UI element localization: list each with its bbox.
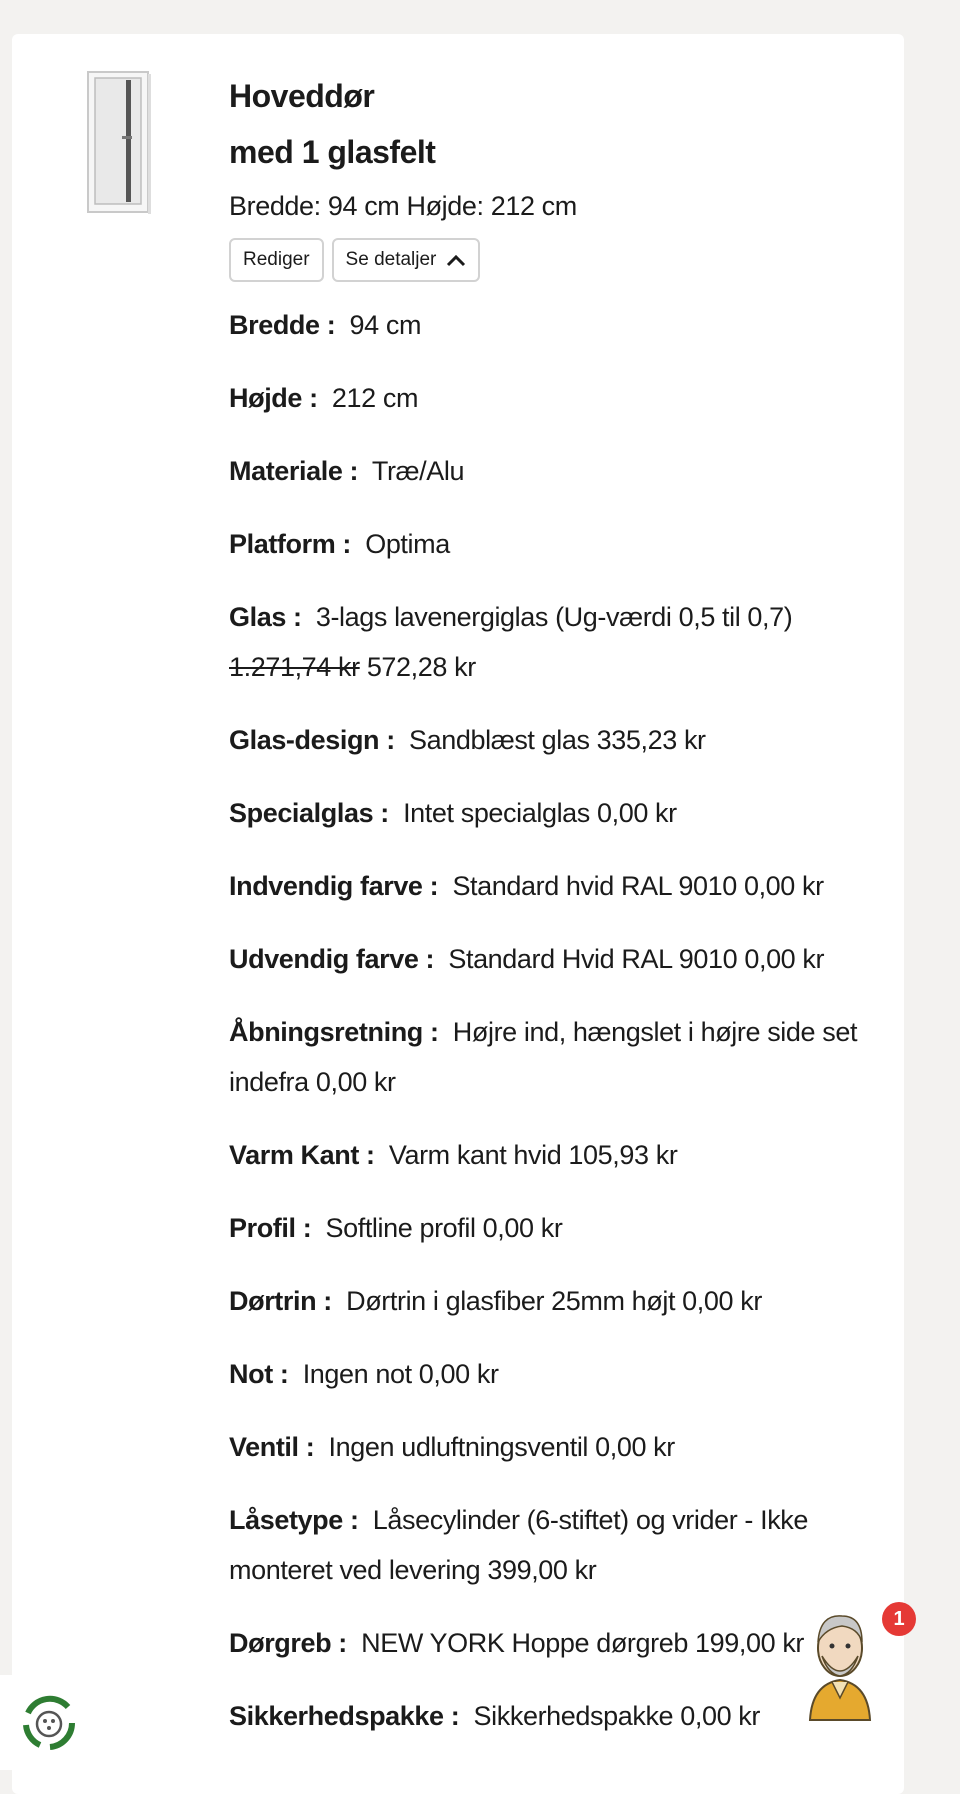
spec-value: Optima	[365, 529, 450, 559]
notification-badge[interactable]: 1	[882, 1602, 916, 1636]
spec-value: Varm kant hvid 105,93 kr	[388, 1140, 678, 1170]
product-title-line1: Hoveddør	[229, 78, 375, 114]
spec-value: NEW YORK Hoppe dørgreb 199,00 kr	[361, 1628, 805, 1658]
spec-value: Ingen udluftningsventil 0,00 kr	[328, 1432, 675, 1462]
details-button-label: Se detaljer	[345, 249, 437, 270]
spec-label: Højde :	[229, 383, 318, 413]
spec-value: Intet specialglas 0,00 kr	[403, 798, 677, 828]
spec-label: Platform :	[229, 529, 352, 559]
spec-row-lasetype	[229, 1495, 879, 1595]
spec-label: Varm Kant :	[229, 1140, 375, 1170]
spec-label: Glas :	[229, 602, 302, 632]
chevron-up-icon	[446, 253, 466, 267]
spec-row-not	[229, 1349, 879, 1399]
spec-label: Sikkerhedspakke :	[229, 1701, 460, 1731]
spec-value: Ingen not 0,00 kr	[302, 1359, 499, 1389]
spec-label: Not :	[229, 1359, 289, 1389]
eco-widget[interactable]	[0, 1675, 95, 1770]
spec-label: Materiale :	[229, 456, 359, 486]
spec-row-dorgreb	[229, 1618, 879, 1668]
door-thumbnail-icon	[86, 70, 152, 216]
spec-row-platform	[229, 519, 879, 569]
spec-row-sikkerhedspakke	[229, 1691, 879, 1741]
product-details	[229, 68, 879, 1741]
spec-value: Standard hvid RAL 9010 0,00 kr	[452, 871, 824, 901]
action-buttons	[229, 238, 879, 282]
spec-label: Dørgreb :	[229, 1628, 347, 1658]
product-dimensions: Bredde: 94 cm Højde: 212 cm	[229, 191, 577, 221]
spec-label: Specialglas :	[229, 798, 389, 828]
spec-row-glas	[229, 592, 879, 692]
toggle-details-button[interactable]	[332, 238, 481, 282]
spec-label: Ventil :	[229, 1432, 315, 1462]
old-price: 1.271,74 kr	[229, 652, 360, 682]
spec-value: 3-lags lavenergiglas (Ug-værdi 0,5 til 0,7)	[315, 602, 793, 632]
spec-value: Standard Hvid RAL 9010 0,00 kr	[448, 944, 825, 974]
spec-value: Sikkerhedspakke 0,00 kr	[473, 1701, 761, 1731]
spec-label: Udvendig farve :	[229, 944, 435, 974]
spec-row-abningsretning	[229, 1007, 879, 1107]
spec-label: Bredde :	[229, 310, 336, 340]
spec-row-glas-design	[229, 715, 879, 765]
spec-row-materiale	[229, 446, 879, 496]
edit-button[interactable]	[229, 238, 324, 282]
spec-label: Åbningsretning :	[229, 1017, 439, 1047]
edit-button-label: Rediger	[243, 249, 310, 270]
spec-value: Låsecylinder (6-stiftet) og vrider - Ikke monteret ved levering 399,00 kr	[229, 1505, 809, 1585]
spec-value: Træ/Alu	[371, 456, 465, 486]
spec-value: Softline profil 0,00 kr	[325, 1213, 563, 1243]
spec-label: Indvendig farve :	[229, 871, 439, 901]
spec-label: Glas-design :	[229, 725, 395, 755]
spec-row-profil	[229, 1203, 879, 1253]
spec-value: 94 cm	[349, 310, 422, 340]
spec-list	[229, 300, 879, 1741]
spec-label: Profil :	[229, 1213, 312, 1243]
spec-value: Dørtrin i glasfiber 25mm højt 0,00 kr	[346, 1286, 762, 1316]
spec-value: Højre ind, hængslet i højre side set indefra 0,00 kr	[229, 1017, 858, 1097]
spec-label: Dørtrin :	[229, 1286, 332, 1316]
spec-row-varm-kant	[229, 1130, 879, 1180]
spec-value: 212 cm	[331, 383, 419, 413]
spec-label: Låsetype :	[229, 1505, 359, 1535]
spec-row-indvendig-farve	[229, 861, 879, 911]
advisor-avatar-icon[interactable]	[800, 1602, 880, 1722]
current-price: 572,28 kr	[366, 652, 476, 682]
spec-row-udvendig-farve	[229, 934, 879, 984]
spec-row-dortrin	[229, 1276, 879, 1326]
spec-value: Sandblæst glas 335,23 kr	[409, 725, 706, 755]
spec-row-hojde	[229, 373, 879, 423]
spec-row-bredde	[229, 300, 879, 350]
spec-row-ventil	[229, 1422, 879, 1472]
spec-row-specialglas	[229, 788, 879, 838]
product-title-line2: med 1 glasfelt	[229, 134, 436, 170]
recycle-icon	[14, 1687, 84, 1757]
